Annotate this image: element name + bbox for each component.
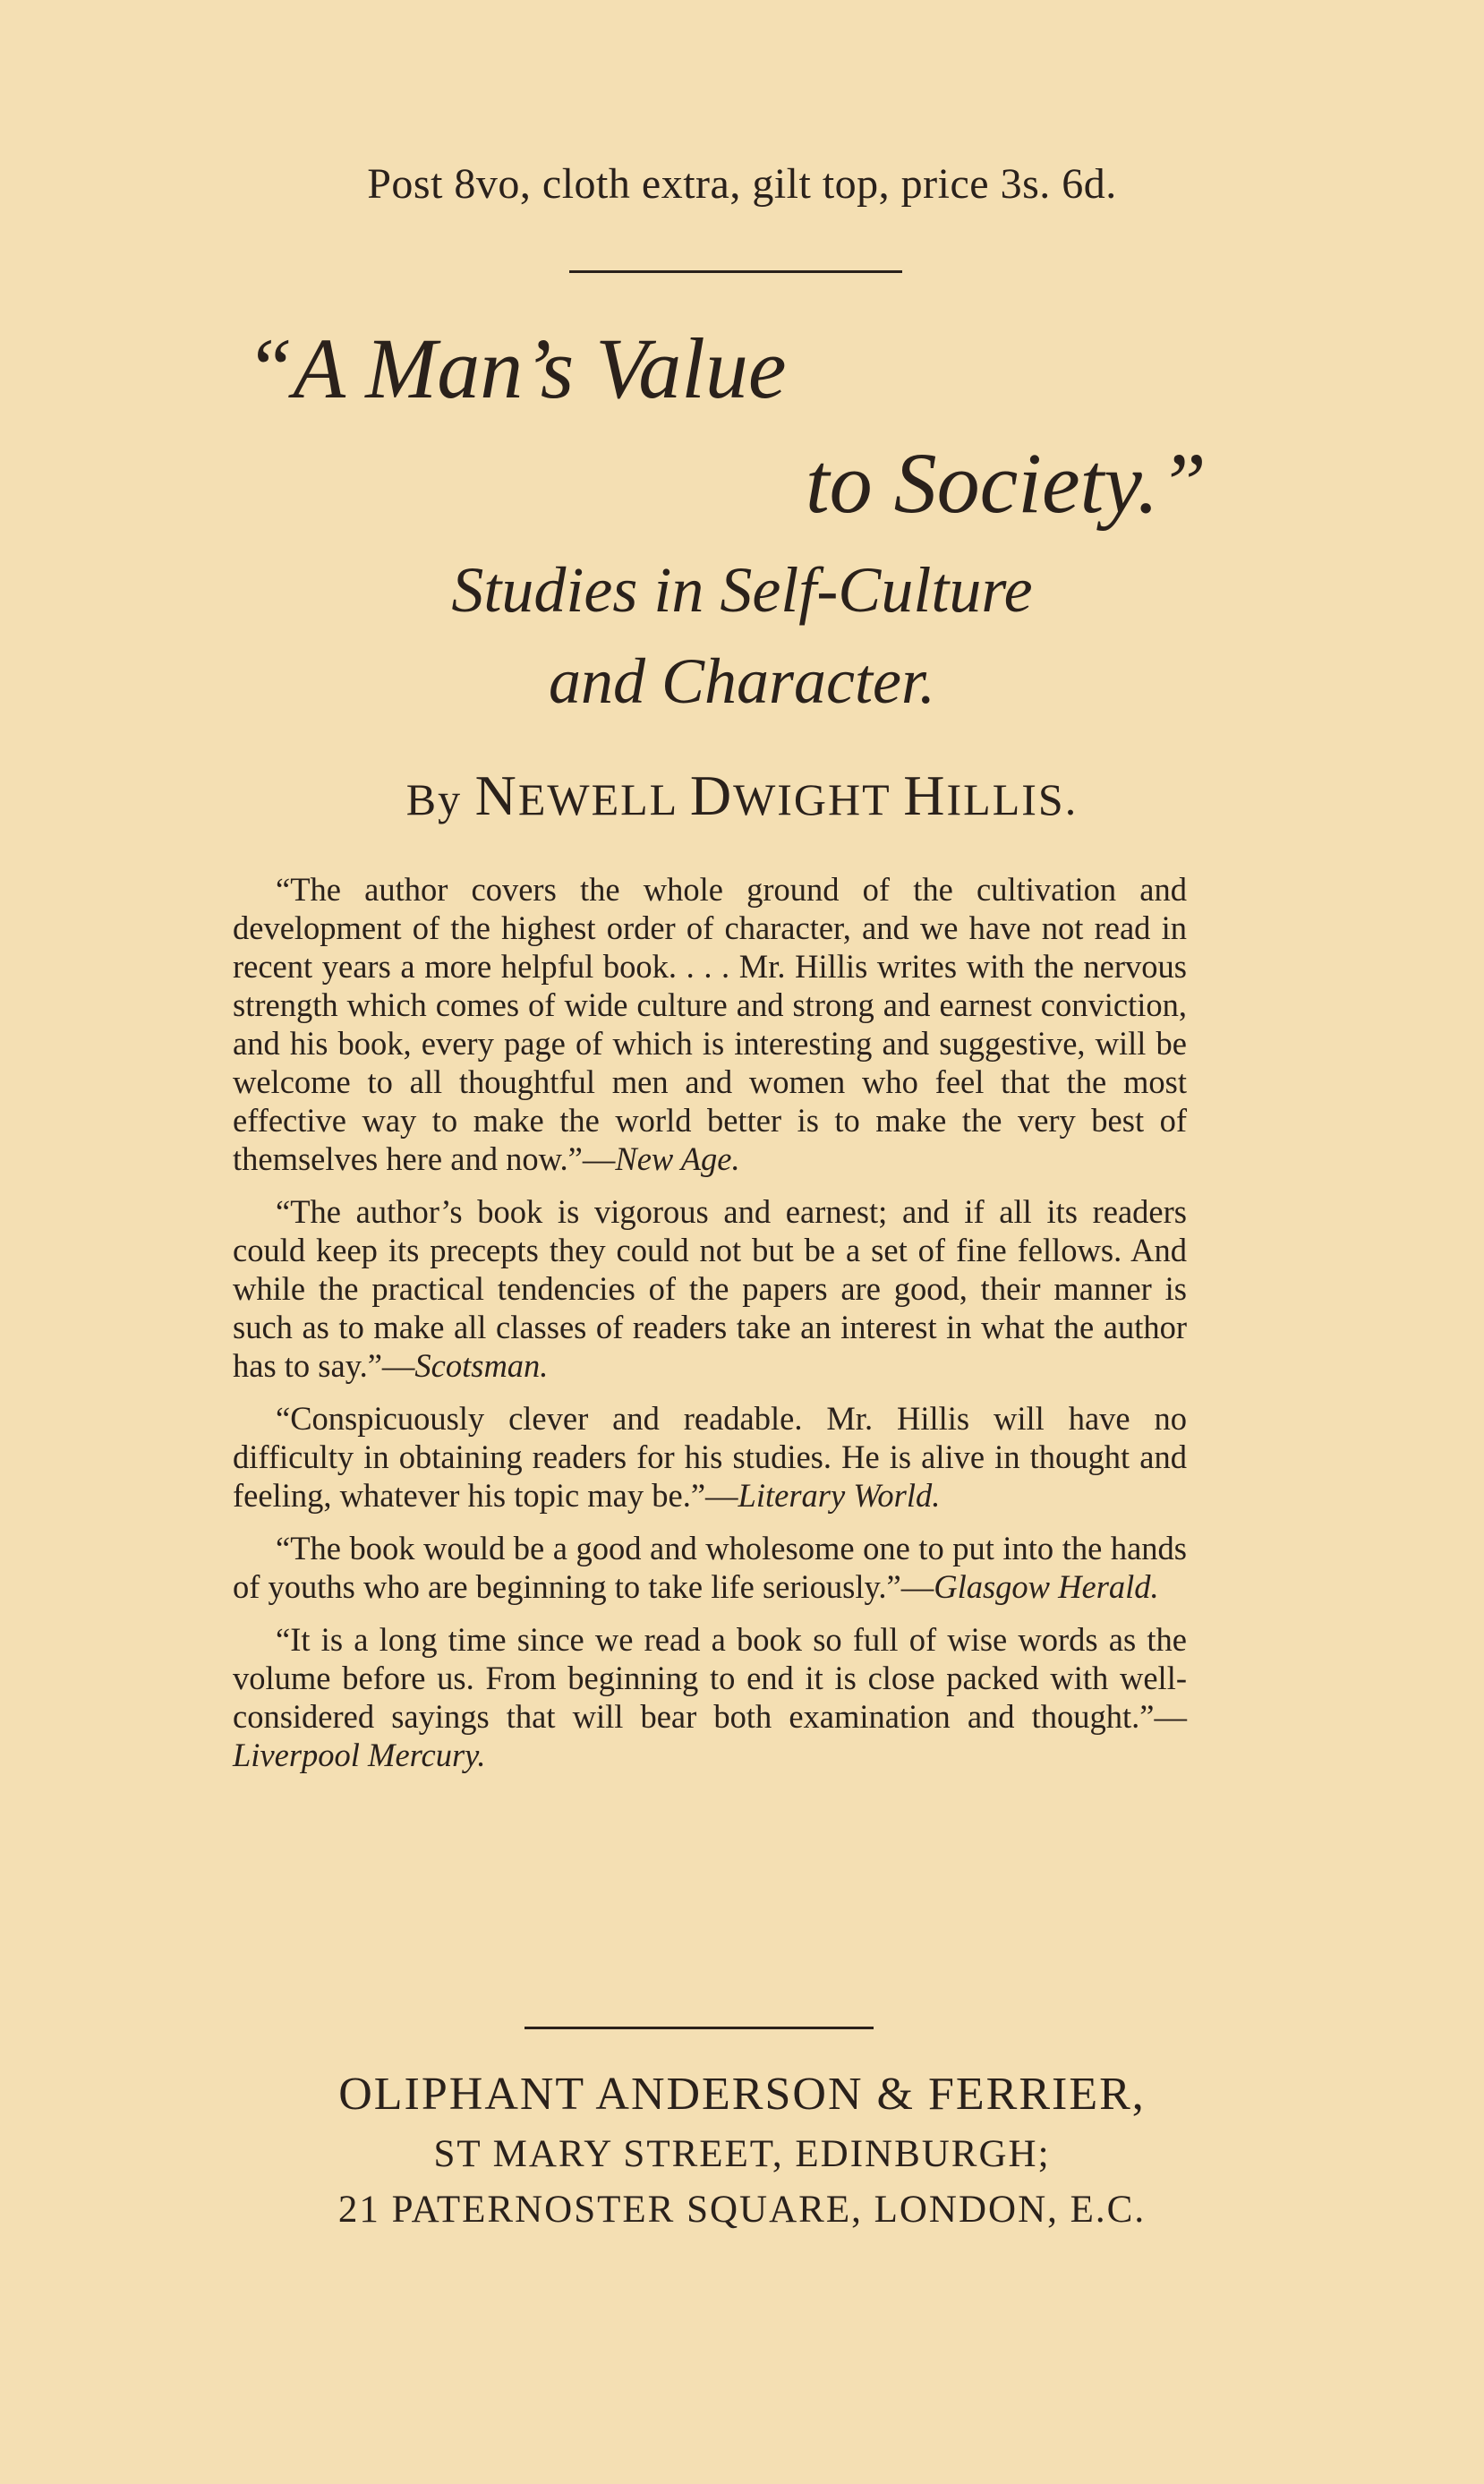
review-source: Scotsman. — [414, 1347, 549, 1384]
author-middle-rest: WIGHT — [733, 774, 891, 824]
author-prefix: By — [405, 774, 463, 824]
author-first-initial: N — [474, 764, 518, 827]
review-scotsman — [233, 1192, 1187, 1385]
author-line — [0, 763, 1484, 829]
subtitle-line-2: and Character. — [549, 645, 935, 717]
review-source: New Age. — [615, 1140, 740, 1177]
author-last-initial: H — [903, 764, 947, 827]
bottom-divider — [525, 2027, 874, 2029]
subtitle-line-1: Studies in Self-Culture — [451, 554, 1033, 626]
review-quote: “Conspicuously clever and readable. Mr. Hillis will have no difficulty in obtaining readers for his studies. He is alive in thought and feeling, whatever his topic may be.”— — [233, 1400, 1187, 1514]
review-quote: “The author’s book is vigorous and earnest; and if all its readers could keep its precepts they could not but be a set of fine fellows. And while the practical tendencies of the papers are good, their manner is such as to make all classes of readers take an interest in what the author has to say.”— — [233, 1193, 1187, 1384]
review-literary-world — [233, 1399, 1187, 1515]
price-line: Post 8vo, cloth extra, gilt top, price 3s. 6d. — [367, 160, 1117, 208]
review-quote: “It is a long time since we read a book so full of wise words as the volume before us. From beginning to end it is close packed with well-considered sayings that will bear both examination and thought.”— — [233, 1621, 1187, 1735]
review-new-age — [233, 870, 1187, 1178]
reviews-section — [233, 870, 1187, 1788]
review-glasgow-herald — [233, 1529, 1187, 1606]
title-line-1: “A Man’s Value — [245, 320, 787, 416]
author-middle-initial: D — [689, 764, 734, 827]
review-source: Literary World. — [738, 1477, 941, 1514]
review-quote: “The book would be a good and wholesome one to put into the hands of youths who are beginning to take life seriously.”— — [233, 1530, 1187, 1605]
review-source: Glasgow Herald. — [934, 1568, 1159, 1605]
publisher-name: OLIPHANT ANDERSON & FERRIER, — [338, 2069, 1146, 2120]
review-liverpool-mercury — [233, 1620, 1187, 1774]
author-last-rest: ILLIS. — [946, 774, 1079, 824]
publisher-address-edinburgh: ST MARY STREET, EDINBURGH; — [433, 2133, 1051, 2175]
review-quote: “The author covers the whole ground of the cultivation and development of the highest order of character, and we have not read in recent years a more helpful book. . . . Mr. Hillis writes with the nervous strength which comes of wide culture and strong and earnest conviction, and his book, every page of which is interesting and suggestive, will be welcome to all thoughtful men and women who feel that the most effective way to make the world better is to make the very best of themselves here and now.”— — [233, 871, 1187, 1177]
review-source: Liverpool Mercury. — [233, 1737, 486, 1773]
publisher-address-london: 21 PATERNOSTER SQUARE, LONDON, E.C. — [337, 2189, 1147, 2231]
title-line-2: to Society.” — [806, 435, 1207, 531]
author-first-rest: EWELL — [517, 774, 678, 824]
top-divider — [569, 270, 902, 273]
